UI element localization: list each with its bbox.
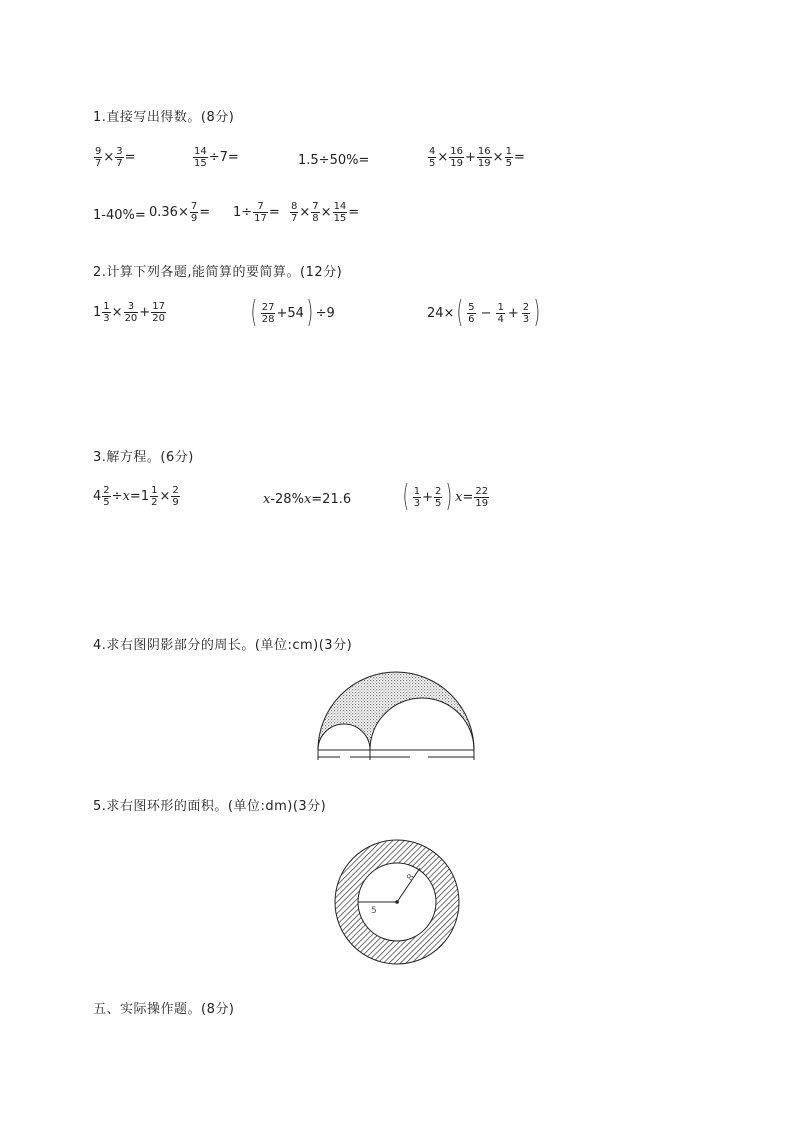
fraction: $\frac{7}{17}$: [254, 201, 267, 224]
problem-1-1: $\frac{9}{7}$ × $\frac{3}{7}$ =: [95, 146, 136, 169]
problem-2-1: 1 $\frac{1}{3}$ × $\frac{3}{20}$ + $\frac{17}{20}$: [93, 301, 165, 324]
problem-1-4: $\frac{4}{5}$ × $\frac{16}{19}$ + $\frac{16}{19}$ × $\frac{1}{5}$ =: [429, 146, 525, 169]
problem-3-1: 4 $\frac{2}{5}$ ÷ x = 1 $\frac{1}{2}$ × $\frac{2}{9}$: [93, 485, 179, 508]
fraction: $\frac{1}{4}$: [497, 301, 504, 325]
problem-1-8: $\frac{8}{7}$ × $\frac{7}{8}$ × $\frac{14}{15}$ =: [291, 201, 360, 224]
section4-heading: 4.求右图阴影部分的周长。(单位:cm)(3分): [93, 638, 353, 653]
fraction: $\frac{1}{3}$: [103, 301, 110, 324]
fraction: $\frac{1}{3}$: [413, 485, 421, 509]
problem-1-7: 1÷ $\frac{7}{17}$ =: [233, 201, 280, 224]
fraction: $\frac{16}{19}$: [450, 146, 464, 169]
fraction: $\frac{2}{5}$: [103, 485, 110, 508]
center-point: [395, 900, 399, 904]
section2-heading: 2.计算下列各题,能简算的要简算。(12分): [93, 265, 343, 280]
fraction: $\frac{3}{20}$: [124, 301, 138, 324]
fraction: $\frac{14}{15}$: [194, 146, 207, 169]
section3-heading: 3.解方程。(6分): [93, 450, 194, 465]
fraction: $\frac{2}{9}$: [172, 485, 179, 508]
problem-1-6: 0.36× $\frac{7}{9}$ =: [149, 201, 211, 224]
problem-1-3: 1.5÷50%=: [298, 153, 370, 168]
label-outer-radius: 8: [405, 872, 418, 884]
problem-1-2: $\frac{14}{15}$ ÷7=: [194, 146, 239, 169]
fraction: $\frac{27}{28}$: [261, 301, 275, 325]
fraction: $\frac{8}{7}$: [291, 201, 298, 224]
problem-2-3: 24× ( $\frac{5}{6}$ − $\frac{1}{4}$ + $\frac{2}{3}$ ): [427, 295, 541, 330]
fraction: $\frac{2}{5}$: [435, 485, 442, 509]
shaded-region: [318, 672, 474, 750]
problem-1-5: 1-40%=: [93, 208, 146, 223]
fraction: $\frac{4}{5}$: [429, 146, 436, 169]
ring-figure: [330, 835, 464, 969]
fraction: $\frac{7}{9}$: [190, 201, 198, 224]
section5-heading: 5.求右图环形的面积。(单位:dm)(3分): [93, 799, 327, 814]
section1-heading: 1.直接写出得数。(8分): [93, 110, 235, 125]
problem-3-2: x-28%x=21.6: [263, 492, 352, 507]
fraction: $\frac{5}{6}$: [468, 301, 475, 325]
problem-3-3: ( $\frac{1}{3}$ + $\frac{2}{5}$ ) x = $\frac{22}{19}$: [402, 479, 489, 514]
semicircle-figure: [310, 668, 480, 768]
fraction: $\frac{1}{5}$: [505, 146, 512, 169]
fraction: $\frac{14}{15}$: [333, 201, 347, 224]
fraction: $\frac{1}{2}$: [151, 485, 158, 508]
label-inner-radius: 5: [371, 906, 377, 916]
fraction: $\frac{22}{19}$: [475, 485, 489, 509]
fraction: $\frac{17}{20}$: [152, 301, 165, 324]
problem-2-2: ( $\frac{27}{28}$ +54 ) ÷9: [250, 295, 335, 330]
section6-heading: 五、实际操作题。(8分): [93, 1002, 235, 1017]
fraction: $\frac{7}{8}$: [312, 201, 319, 224]
fraction: $\frac{16}{19}$: [477, 146, 491, 169]
fraction: $\frac{2}{3}$: [522, 301, 530, 325]
fraction: $\frac{3}{7}$: [116, 146, 123, 169]
fraction: $\frac{9}{7}$: [95, 146, 102, 169]
